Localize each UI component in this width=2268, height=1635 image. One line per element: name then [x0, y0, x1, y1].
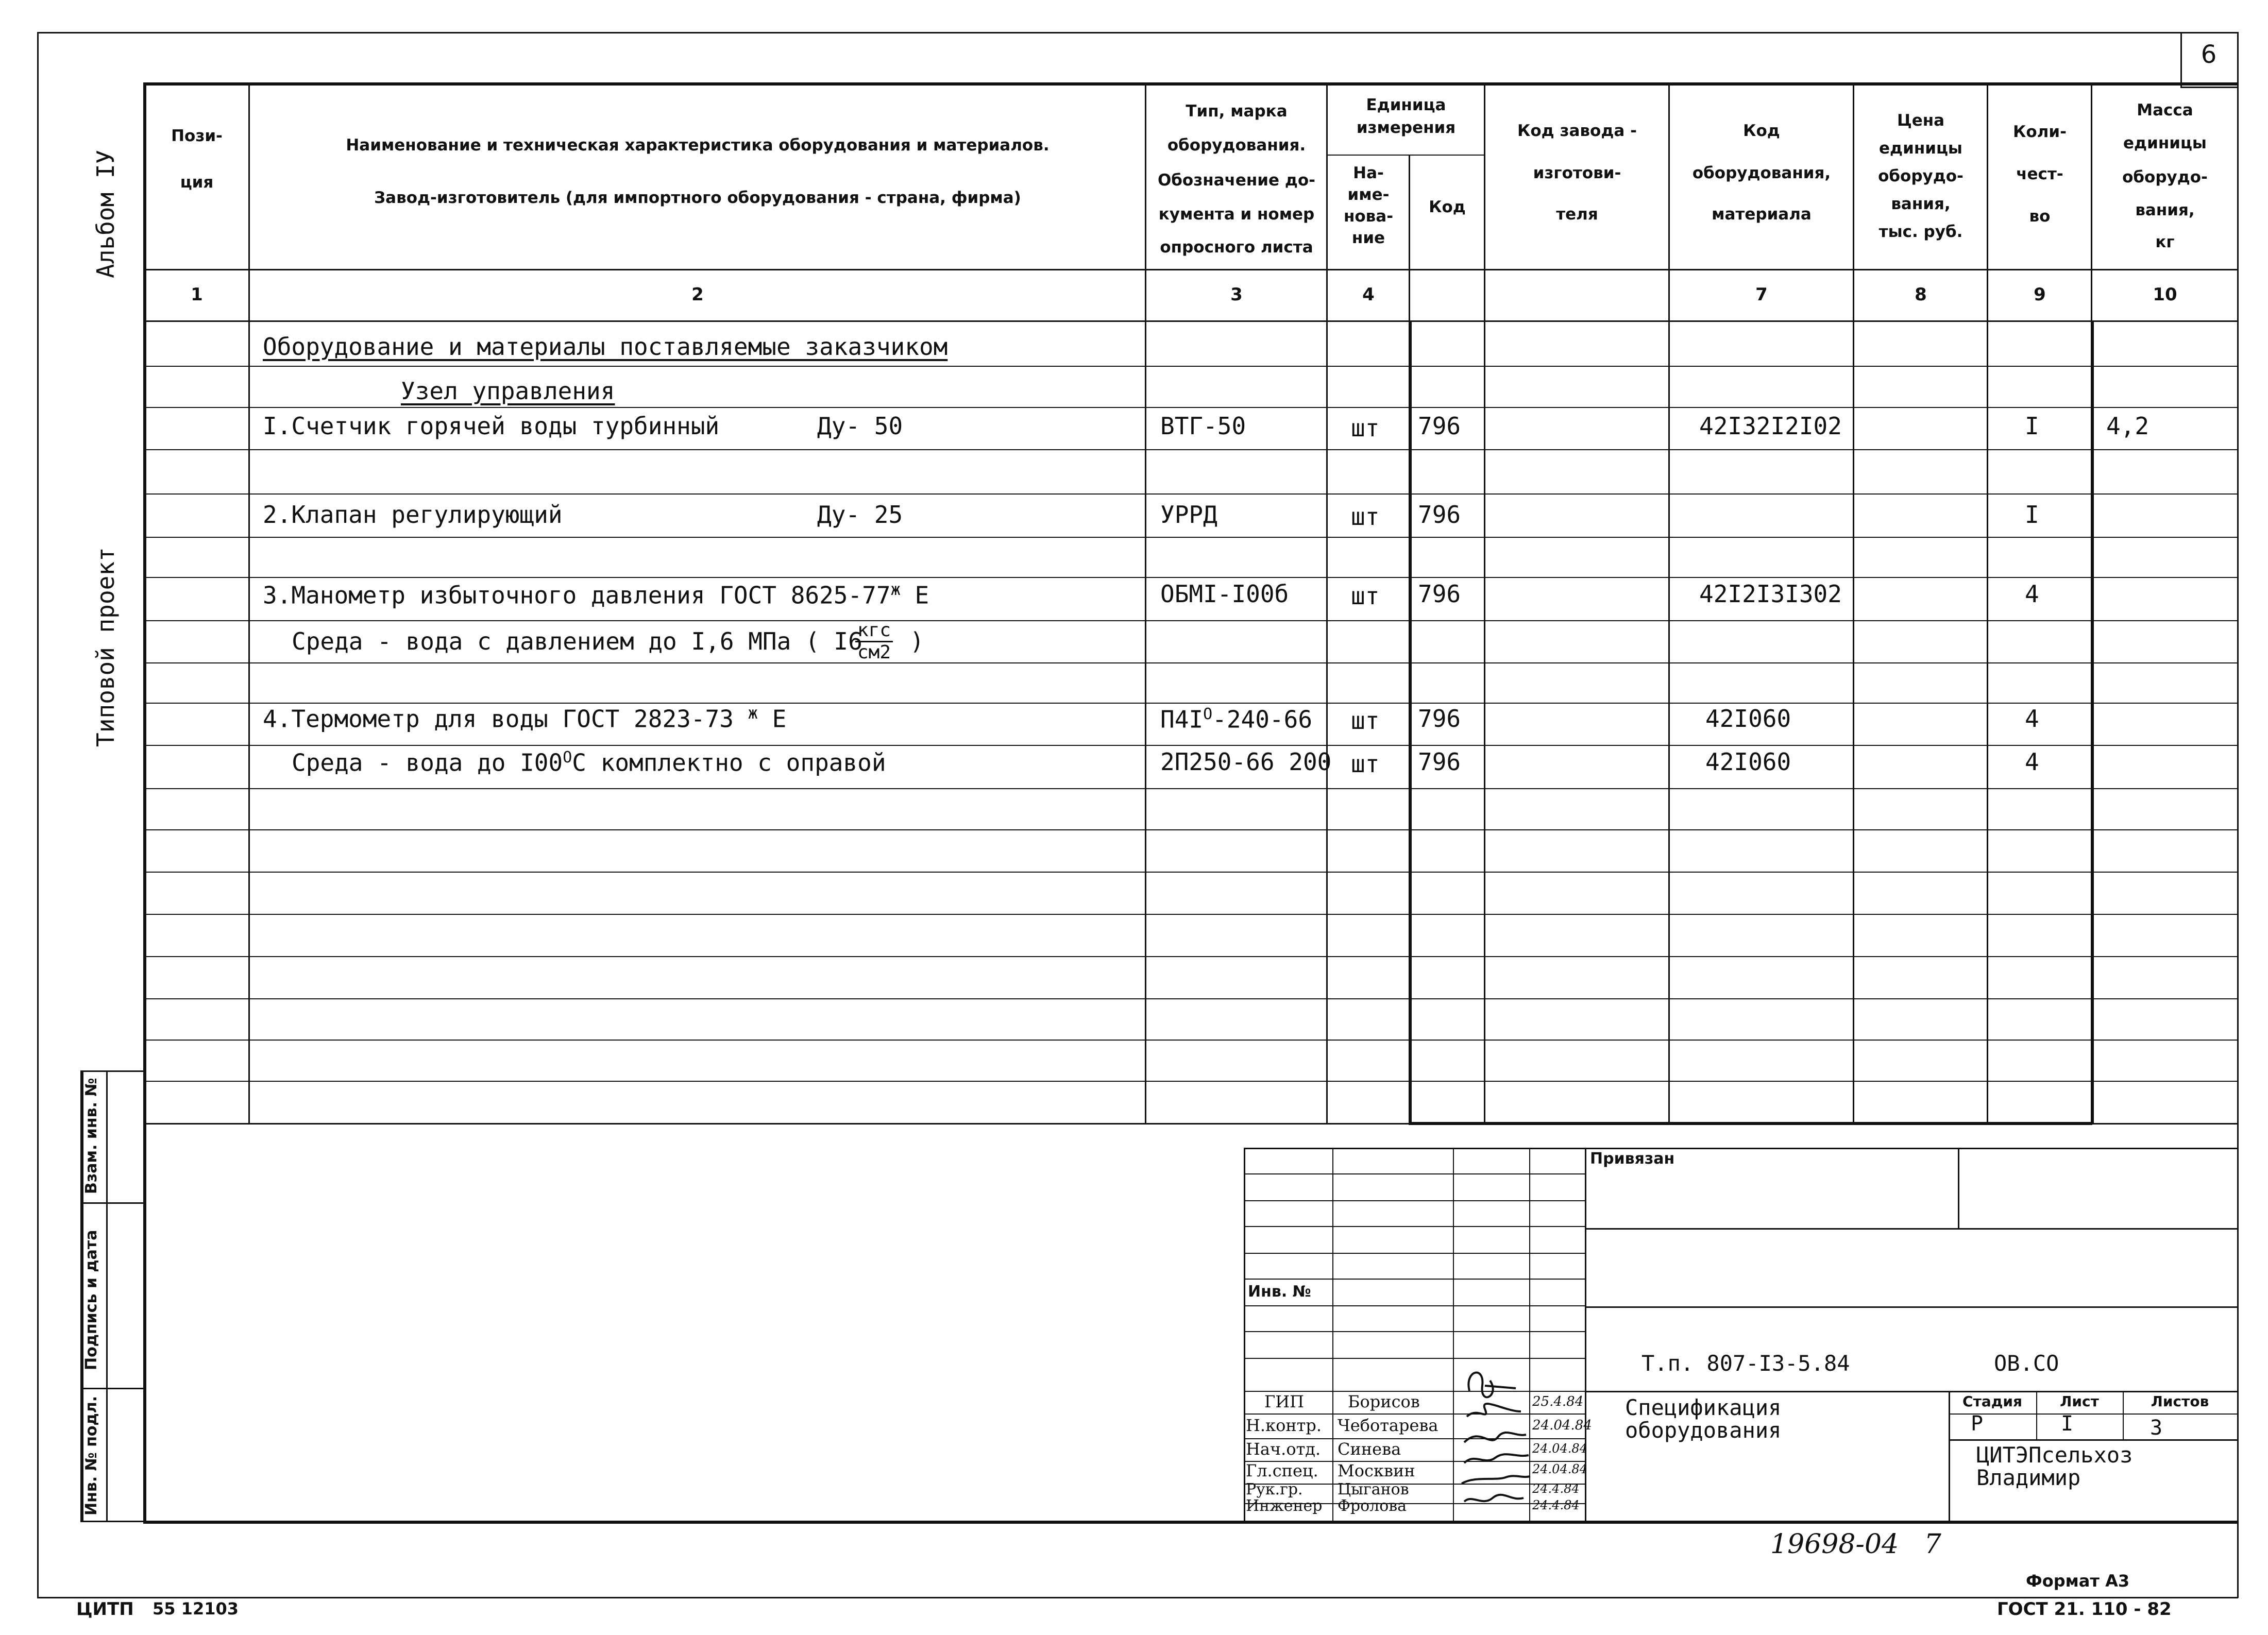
item-type: ОБМI-I00б: [1160, 580, 1289, 608]
person-row: ГИП: [1264, 1392, 1304, 1411]
item-name: Среда - вода с давлением до I,6 МПа ( I6: [292, 627, 862, 655]
person-row: Рук.гр.: [1246, 1480, 1303, 1498]
item-name: 4.Термометр для воды ГОСТ 2823-73 $^ж$ Е: [263, 703, 787, 733]
item-mat-code: 42I2I3I302: [1699, 580, 1842, 608]
person-row: Нач.отд.: [1246, 1439, 1321, 1459]
album-label: Альбом IУ: [92, 149, 120, 278]
item-type: ВТГ-50: [1160, 412, 1246, 440]
item-code: 796: [1418, 501, 1461, 529]
sheets-label: Листов: [2151, 1393, 2209, 1410]
org-2: Владимир: [1976, 1465, 2081, 1490]
org-1: ЦИТЭПсельхоз: [1976, 1442, 2133, 1468]
footer-right: ГОСТ 21. 110 - 82: [1997, 1599, 2172, 1620]
item-qty: 4: [2025, 580, 2039, 608]
item-unit: шт: [1351, 750, 1380, 778]
item-name: I.Счетчик горячей воды турбинный: [263, 412, 720, 440]
item-unit: шт: [1351, 414, 1380, 442]
fraction: кгс см2: [855, 621, 893, 662]
inv-no-label: Инв. №: [1248, 1283, 1311, 1301]
item-qty: I: [2025, 501, 2039, 529]
doc-title-1: Спецификация: [1625, 1395, 1782, 1420]
item-code: 796: [1418, 705, 1461, 733]
project-label: Типовой проект: [92, 547, 120, 747]
privyazan-label: Привязан: [1590, 1150, 1675, 1168]
item-type: УРРД: [1160, 501, 1217, 529]
archive-number: 19698-04 7: [1770, 1529, 1941, 1560]
format-label: Формат А3: [2026, 1571, 2130, 1591]
stamp-inv-podl: Инв. № подл.: [82, 1395, 100, 1515]
stamp-vzam: Взам. инв. №: [82, 1078, 100, 1194]
subsection-title: Узел управления: [401, 377, 615, 405]
stage-label: Стадия: [1962, 1393, 2022, 1410]
item-code: 796: [1418, 580, 1461, 608]
doc-title-2: оборудования: [1625, 1418, 1782, 1443]
item-mat-code: 42I060: [1705, 748, 1791, 776]
item-size: Ду- 25: [817, 501, 903, 529]
page-number: 6: [2201, 40, 2217, 69]
person-row: Гл.спец.: [1246, 1461, 1318, 1480]
item-name: 2.Клапан регулирующий: [263, 501, 563, 529]
sheet-label: Лист: [2060, 1393, 2099, 1410]
person-row: Н.контр.: [1246, 1416, 1322, 1435]
item-unit: шт: [1351, 503, 1380, 531]
item-size: Ду- 50: [817, 412, 903, 440]
item-mat-code: 42I060: [1705, 705, 1791, 733]
item-code: 796: [1418, 412, 1461, 440]
item-type: 2П250-66 200: [1160, 748, 1332, 776]
item-code: 796: [1418, 748, 1461, 776]
item-qty: I: [2025, 412, 2039, 440]
footer-left: ЦИТП: [76, 1599, 134, 1620]
item-qty: 4: [2025, 705, 2039, 733]
item-unit: шт: [1351, 707, 1380, 735]
sheets-value: 3: [2149, 1416, 2163, 1440]
item-name: Среда - вода до $I00^ОС$ комплектно с оправой: [292, 748, 886, 777]
item-mat-code: 42I32I2I02: [1699, 412, 1842, 440]
stage-value: Р: [1970, 1412, 1984, 1436]
item-name: 3.Манометр избыточного давления ГОСТ $8625-77^ж$ Е: [263, 580, 929, 609]
doc-code: ОВ.СО: [1994, 1351, 2059, 1376]
section-title: Оборудование и материалы поставляемые заказчиком: [263, 333, 948, 361]
signatures: [1454, 1360, 1531, 1520]
stamp-sign: Подпись и дата: [82, 1230, 100, 1370]
item-type: $П4I^О-240-66$: [1160, 705, 1313, 734]
designation: Т.п. 807-I3-5.84: [1641, 1351, 1850, 1376]
item-qty: 4: [2025, 748, 2039, 776]
person-row: Инженер: [1246, 1497, 1323, 1515]
item-mass: 4,2: [2106, 412, 2149, 440]
footer-left-num: 55 12103: [153, 1599, 239, 1619]
item-unit: шт: [1351, 582, 1380, 610]
sheet-value: I: [2060, 1412, 2074, 1436]
